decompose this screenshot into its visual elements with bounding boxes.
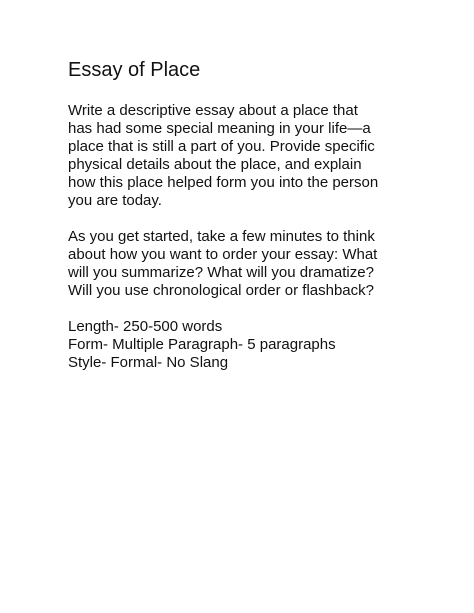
text-line: physical details about the place, and explain	[68, 156, 362, 173]
intro-paragraph	[68, 102, 388, 210]
text-line: place that is still a part of you. Provide specific	[68, 138, 375, 155]
text-line: will you summarize? What will you dramatize?	[68, 264, 374, 281]
text-line: how this place helped form you into the person	[68, 174, 379, 191]
text-line: As you get started, take a few minutes to think	[68, 228, 375, 245]
text-line: Write a descriptive essay about a place that	[68, 102, 358, 119]
requirement-style: Style- Formal- No Slang	[68, 354, 229, 371]
document-page	[68, 58, 388, 372]
text-line: has had some special meaning in your life—a	[68, 120, 371, 137]
text-line: about how you want to order your essay: What	[68, 246, 378, 263]
requirements-list	[68, 318, 388, 372]
requirement-form: Form- Multiple Paragraph- 5 paragraphs	[68, 336, 336, 353]
text-line: Will you use chronological order or flashback?	[68, 282, 374, 299]
document-title: Essay of Place	[68, 59, 201, 81]
requirement-length: Length- 250-500 words	[68, 318, 223, 335]
text-line: you are today.	[68, 192, 162, 209]
planning-paragraph	[68, 228, 388, 300]
